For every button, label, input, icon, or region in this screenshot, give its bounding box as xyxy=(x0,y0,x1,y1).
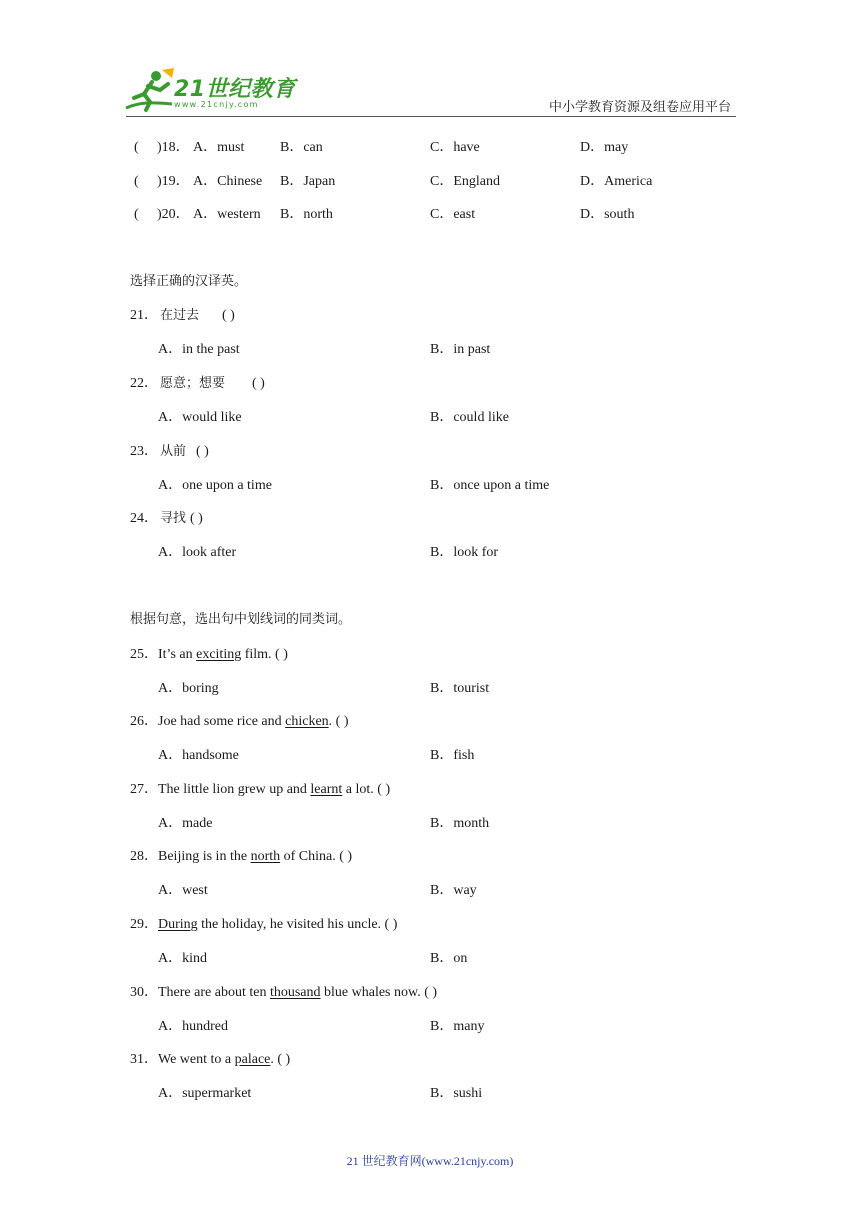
sentence-pre: Beijing is in the xyxy=(158,849,251,864)
answer-paren: ( ) xyxy=(190,511,203,526)
option-b: B．sushi xyxy=(430,1086,483,1101)
underlined-word: learnt xyxy=(310,782,343,797)
option-a: A．made xyxy=(158,816,213,831)
question-sentence xyxy=(130,1050,290,1070)
option-a: A．handsome xyxy=(158,748,239,763)
option-c: C．east xyxy=(430,207,476,222)
sentence-post: film. ( ) xyxy=(241,647,288,662)
option-b: B．month xyxy=(430,816,490,831)
option-a: A．would like xyxy=(158,410,242,425)
question-number: 30． xyxy=(130,985,158,1000)
option-b: B．look for xyxy=(430,545,499,560)
underlined-word: north xyxy=(250,849,281,864)
section-title-translation: 选择正确的汉译英。 xyxy=(130,274,248,289)
sentence-pre: Joe had some rice and xyxy=(158,714,286,729)
option-a: A．one upon a time xyxy=(158,478,272,493)
question-text: 寻找 xyxy=(160,511,187,526)
option-b: B．way xyxy=(430,883,477,898)
question-number: 22． xyxy=(130,376,158,391)
option-b: B．Japan xyxy=(280,174,336,189)
sentence-post: . ( ) xyxy=(270,1052,291,1067)
section-title-synonyms: 根据句意，选出句中划线词的同类词。 xyxy=(130,612,352,627)
logo-text: 21世纪教育 xyxy=(174,77,296,102)
option-a: A．Chinese xyxy=(193,174,263,189)
question-text: 愿意；想要 xyxy=(160,376,226,391)
question-sentence xyxy=(130,915,397,935)
sentence-pre: We went to a xyxy=(158,1052,235,1067)
sentence-post: of China. ( ) xyxy=(280,849,353,864)
option-a: A．look after xyxy=(158,545,237,560)
answer-paren: ( xyxy=(134,174,139,189)
question-number: )19． xyxy=(157,174,190,189)
question-number: 28． xyxy=(130,849,158,864)
sentence-pre: There are about ten xyxy=(158,985,270,1000)
question-number: 26． xyxy=(130,714,158,729)
question-sentence xyxy=(130,847,352,867)
answer-paren: ( ) xyxy=(196,444,209,459)
underlined-word: palace xyxy=(234,1052,271,1067)
answer-paren: ( ) xyxy=(222,308,235,323)
question-sentence xyxy=(130,780,390,800)
option-b: B．once upon a time xyxy=(430,478,550,493)
question-number: 27． xyxy=(130,782,158,797)
logo xyxy=(122,68,296,114)
option-b: B．on xyxy=(430,951,468,966)
answer-paren: ( xyxy=(134,140,139,155)
underlined-word: thousand xyxy=(269,985,321,1000)
sentence-post: blue whales now. ( ) xyxy=(320,985,438,1000)
option-b: B．many xyxy=(430,1019,485,1034)
option-a: A．supermarket xyxy=(158,1086,252,1101)
logo-url: www.21cnjy.com xyxy=(174,100,259,109)
option-a: A．in the past xyxy=(158,342,240,357)
option-b: B．fish xyxy=(430,748,475,763)
option-d: D．may xyxy=(580,140,629,155)
question-number: 31． xyxy=(130,1052,158,1067)
question-number: )18． xyxy=(157,140,190,155)
underlined-word: exciting xyxy=(196,647,242,662)
option-d: D．south xyxy=(580,207,635,222)
underlined-word: chicken xyxy=(285,714,329,729)
option-a: A．boring xyxy=(158,681,219,696)
platform-title: 中小学教育资源及组卷应用平台 xyxy=(549,99,732,114)
option-b: B．north xyxy=(280,207,333,222)
option-b: B．tourist xyxy=(430,681,490,696)
question-number: 23． xyxy=(130,444,158,459)
page-header xyxy=(0,0,860,120)
option-c: C．England xyxy=(430,174,500,189)
option-a: A．must xyxy=(193,140,245,155)
sentence-post: a lot. ( ) xyxy=(342,782,391,797)
sentence-pre: The little lion grew up and xyxy=(158,782,311,797)
option-a: A．kind xyxy=(158,951,207,966)
sentence-pre: It’s an xyxy=(158,647,197,662)
question-number: 21． xyxy=(130,308,158,323)
question-number: 24． xyxy=(130,511,158,526)
sentence-post: the holiday, he visited his uncle. ( ) xyxy=(197,917,398,932)
runner-icon xyxy=(122,68,178,114)
answer-paren: ( ) xyxy=(252,376,265,391)
option-c: C．have xyxy=(430,140,480,155)
question-number: )20． xyxy=(157,207,190,222)
question-text: 在过去 xyxy=(160,308,200,323)
question-text: 从前 xyxy=(160,444,187,459)
option-a: A．west xyxy=(158,883,208,898)
option-b: B．can xyxy=(280,140,323,155)
option-d: D．America xyxy=(580,174,653,189)
answer-paren: ( xyxy=(134,207,139,222)
option-b: B．in past xyxy=(430,342,491,357)
option-a: A．western xyxy=(193,207,261,222)
page-footer: 21 世纪教育网(www.21cnjy.com) xyxy=(346,1154,514,1168)
sentence-post: . ( ) xyxy=(328,714,349,729)
question-number: 25． xyxy=(130,647,158,662)
question-number: 29． xyxy=(130,917,158,932)
question-sentence xyxy=(130,645,288,665)
option-b: B．could like xyxy=(430,410,509,425)
underlined-word: During xyxy=(158,917,198,932)
header-divider xyxy=(126,116,736,117)
question-sentence xyxy=(130,712,348,732)
option-a: A．hundred xyxy=(158,1019,228,1034)
question-sentence xyxy=(130,983,437,1003)
